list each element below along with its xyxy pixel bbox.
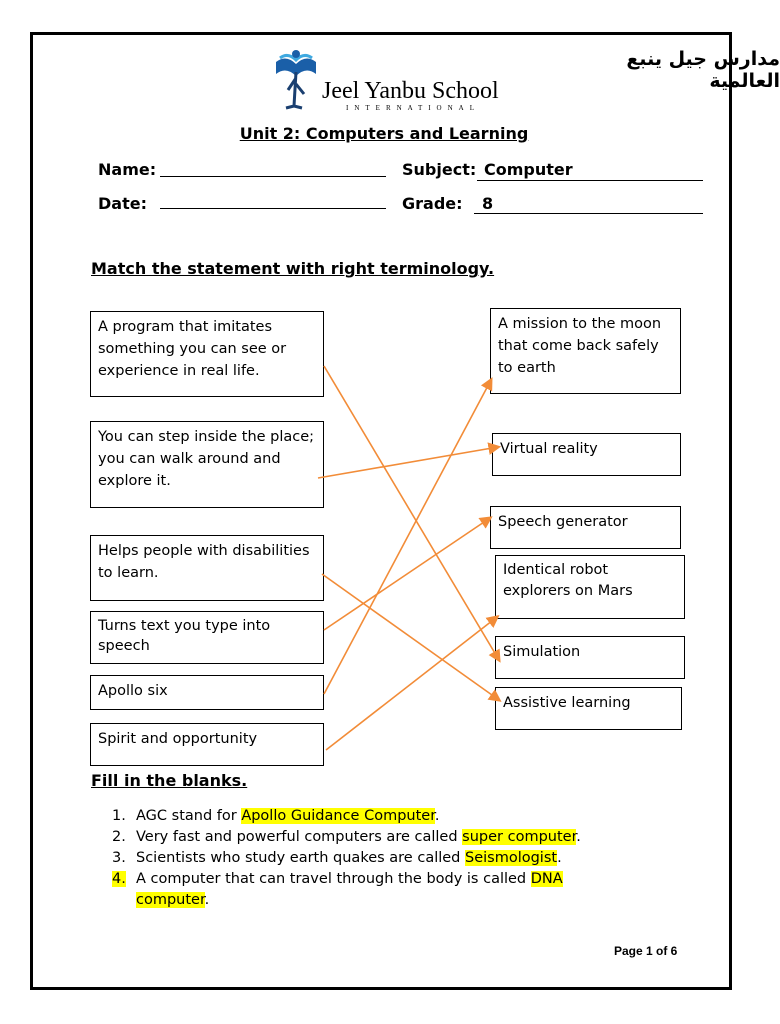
- fill-blanks-list: [112, 806, 692, 911]
- grade-label: Grade:: [402, 194, 463, 213]
- fill-blanks-heading: Fill in the blanks.: [91, 771, 248, 790]
- matching-heading: Match the statement with right terminology.: [91, 259, 495, 278]
- list-item: 4. A computer that can travel through the body is called DNA computer.: [112, 871, 563, 908]
- list-item: 2. Very fast and powerful computers are called super computer.: [112, 829, 581, 845]
- statement-box: Turns text you type into speech: [90, 611, 324, 664]
- subject-value: Computer: [484, 160, 573, 179]
- list-item: 3. Scientists who study earth quakes are called Seismologist.: [112, 850, 562, 866]
- term-box: Speech generator: [490, 506, 681, 549]
- grade-value: 8: [482, 194, 494, 213]
- match-line: [324, 518, 490, 630]
- statement-box: Helps people with disabilities to learn.: [90, 535, 324, 601]
- match-line: [324, 366, 499, 660]
- date-label: Date:: [98, 194, 147, 213]
- statement-box: You can step inside the place; you can walk around and explore it.: [90, 421, 324, 508]
- term-box: A mission to the moon that come back safely to earth: [490, 308, 681, 394]
- subject-label: Subject:: [402, 160, 477, 179]
- name-label: Name:: [98, 160, 157, 179]
- answer-highlight: super computer: [462, 829, 577, 845]
- match-line: [318, 447, 498, 478]
- school-subtitle: INTERNATIONAL: [346, 104, 480, 112]
- term-box: Virtual reality: [492, 433, 681, 476]
- answer-highlight: DNA computer: [136, 871, 563, 908]
- school-name-arabic: مدارس جيل ينبع العالمية: [626, 48, 780, 92]
- answer-highlight: Apollo Guidance Computer: [241, 808, 435, 824]
- page-number: Page 1 of 6: [614, 944, 678, 958]
- term-box: Assistive learning: [495, 687, 682, 730]
- worksheet-title: Unit 2: Computers and Learning: [239, 124, 529, 143]
- list-item: 1. AGC stand for Apollo Guidance Computer.: [112, 808, 440, 824]
- answer-highlight: Seismologist: [465, 850, 558, 866]
- school-name-english: Jeel Yanbu School: [322, 78, 499, 104]
- term-box: Simulation: [495, 636, 685, 679]
- statement-box: A program that imitates something you can see or experience in real life.: [90, 311, 324, 397]
- match-line: [324, 380, 491, 694]
- statement-box: Spirit and opportunity: [90, 723, 324, 766]
- term-box: Identical robot explorers on Mars: [495, 555, 685, 619]
- statement-box: Apollo six: [90, 675, 324, 710]
